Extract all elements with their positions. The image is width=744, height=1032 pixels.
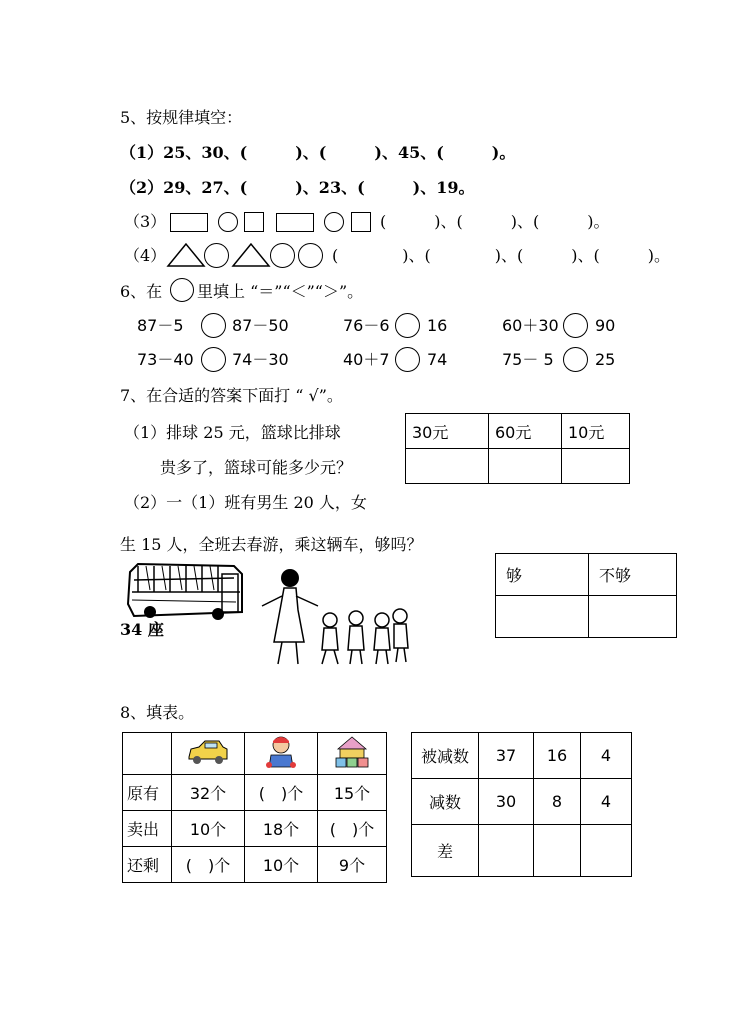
row-label: 还剩 xyxy=(123,847,172,883)
check-cell[interactable] xyxy=(589,596,677,638)
q7-title: 7、在合适的答案下面打 “ √”。 xyxy=(120,386,343,405)
answer-circle[interactable] xyxy=(563,347,588,372)
triangle-shape xyxy=(166,242,206,268)
answer-circle[interactable] xyxy=(395,347,420,372)
q7-part2-line1: （2）一（1）班有男生 20 人，女 xyxy=(124,493,367,512)
rectangle-shape xyxy=(170,213,208,232)
check-cell[interactable] xyxy=(489,449,562,484)
empty-header-cell xyxy=(123,733,172,775)
q5-line-3-blanks: ( )、( )、( )。 xyxy=(380,212,610,231)
compare-right: 87－50 xyxy=(232,316,289,335)
compare-right: 16 xyxy=(427,316,448,335)
table-cell[interactable]: ( )个 xyxy=(245,775,318,811)
table-cell: 4 xyxy=(581,779,632,825)
square-shape xyxy=(351,212,371,232)
teacher-children-illustration xyxy=(258,566,418,672)
compare-left: 73－40 xyxy=(137,350,194,369)
q8-title: 8、填表。 xyxy=(120,703,195,722)
circle-shape xyxy=(270,243,295,268)
rectangle-shape xyxy=(276,213,314,232)
q5-line-4-blanks: ( )、( )、( )、( )。 xyxy=(332,246,670,265)
q5-line-4-prefix: （4） xyxy=(124,246,167,265)
row-label: 原有 xyxy=(123,775,172,811)
circle-shape xyxy=(204,243,229,268)
table-cell: 18个 xyxy=(245,811,318,847)
table-cell[interactable]: ( )个 xyxy=(318,811,387,847)
compare-right: 90 xyxy=(595,316,616,335)
compare-right: 74 xyxy=(427,350,448,369)
compare-right: 74－30 xyxy=(232,350,289,369)
table-cell: 10个 xyxy=(245,847,318,883)
compare-left: 76－6 xyxy=(343,316,390,335)
answer-cell[interactable] xyxy=(534,825,581,877)
table-cell: 37 xyxy=(479,733,534,779)
table-cell: 16 xyxy=(534,733,581,779)
table-cell: 4 xyxy=(581,733,632,779)
q5-line-1: （1）25、30、( )、( )、45、( )。 xyxy=(120,143,516,162)
table-cell: 10个 xyxy=(172,811,245,847)
row-label: 被减数 xyxy=(412,733,479,779)
square-shape xyxy=(244,212,264,232)
table-cell: 15个 xyxy=(318,775,387,811)
table-cell[interactable]: ( )个 xyxy=(172,847,245,883)
toy-blocks-cell xyxy=(318,733,387,775)
row-label: 卖出 xyxy=(123,811,172,847)
toy-doll-cell xyxy=(245,733,318,775)
answer-circle[interactable] xyxy=(395,313,420,338)
q5-line-2: （2）29、27、( )、23、( )、19。 xyxy=(120,178,475,197)
option-cell: 60元 xyxy=(489,414,562,449)
triangle-shape xyxy=(231,242,271,268)
answer-table-enough xyxy=(495,553,677,638)
q6-title-part-2: 里填上 “＝”“＜”“＞”。 xyxy=(197,282,364,301)
fill-table-subtraction xyxy=(411,732,632,877)
row-label: 差 xyxy=(412,825,479,877)
table-cell: 9个 xyxy=(318,847,387,883)
option-cell: 够 xyxy=(496,554,589,596)
table-cell: 30 xyxy=(479,779,534,825)
option-cell: 30元 xyxy=(406,414,489,449)
fill-table-toys xyxy=(122,732,387,883)
answer-cell[interactable] xyxy=(581,825,632,877)
answer-cell[interactable] xyxy=(479,825,534,877)
compare-left: 60＋30 xyxy=(502,316,559,335)
bus-seat-label: 34 座 xyxy=(120,620,164,639)
q5-title: 5、按规律填空： xyxy=(120,108,243,127)
q7-part2-line2: 生 15 人，全班去春游，乘这辆车，够吗？ xyxy=(120,535,423,554)
bus-illustration xyxy=(124,560,246,622)
circle-shape xyxy=(298,243,323,268)
q5-line-3-prefix: （3） xyxy=(124,212,167,231)
answer-table-price xyxy=(405,413,630,484)
circle-shape xyxy=(218,212,238,232)
compare-left: 40＋7 xyxy=(343,350,390,369)
compare-right: 25 xyxy=(595,350,616,369)
option-cell: 不够 xyxy=(589,554,677,596)
row-label: 减数 xyxy=(412,779,479,825)
table-cell: 8 xyxy=(534,779,581,825)
toy-car-icon xyxy=(185,737,231,767)
answer-circle[interactable] xyxy=(201,347,226,372)
answer-circle[interactable] xyxy=(563,313,588,338)
q6-title-part-1: 6、在 xyxy=(120,282,163,301)
check-cell[interactable] xyxy=(406,449,489,484)
compare-left: 75－ 5 xyxy=(502,350,554,369)
q7-part1-line2: 贵多了，篮球可能多少元？ xyxy=(160,458,353,477)
option-cell: 10元 xyxy=(562,414,630,449)
table-cell: 32个 xyxy=(172,775,245,811)
circle-shape xyxy=(324,212,344,232)
answer-circle[interactable] xyxy=(201,313,226,338)
check-cell[interactable] xyxy=(496,596,589,638)
compare-left: 87－5 xyxy=(137,316,184,335)
circle-shape xyxy=(170,278,194,302)
check-cell[interactable] xyxy=(562,449,630,484)
toy-doll-icon xyxy=(263,735,299,769)
q7-part1-line1: （1）排球 25 元，篮球比排球 xyxy=(124,423,341,442)
toy-car-cell xyxy=(172,733,245,775)
toy-blocks-icon xyxy=(332,735,372,769)
